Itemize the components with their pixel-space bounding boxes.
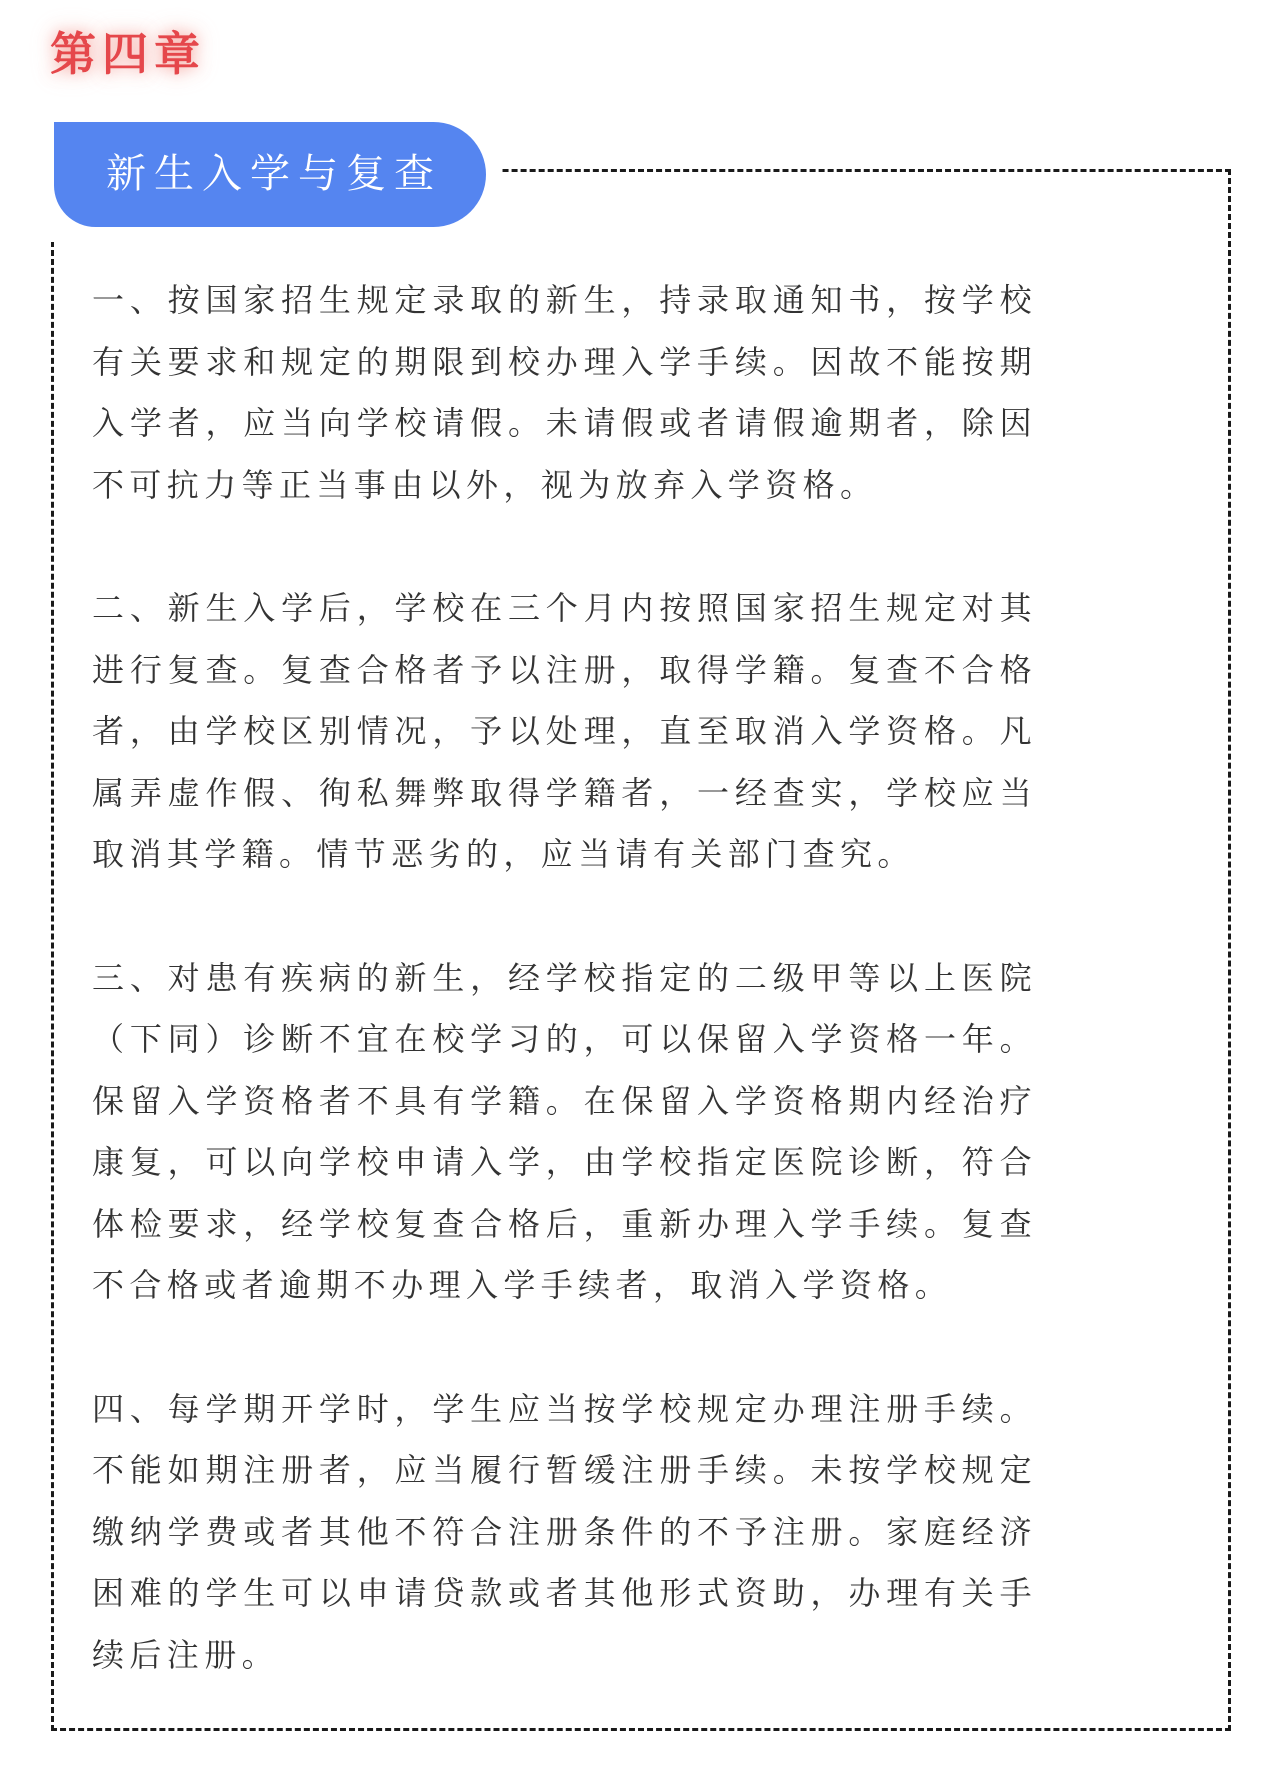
- paragraph-2: 二、新生入学后，学校在三个月内按照国家招生规定对其进行复查。复查合格者予以注册，取得学籍。复查不合格者，由学校区别情况，予以处理，直至取消入学资格。凡属弄虚作假、徇私舞弊取得学籍者，一经查实，学校应当取消其学籍。情节恶劣的，应当请有关部门查究。: [92, 589, 1037, 873]
- paragraph-4: 四、每学期开学时，学生应当按学校规定办理注册手续。不能如期注册者，应当履行暂缓注册手续。未按学校规定缴纳学费或者其他不符合注册条件的不予注册。家庭经济困难的学生可以申请贷款或者其他形式资助，办理有关手续后注册。: [92, 1389, 1037, 1674]
- paragraph-1: 一、按国家招生规定录取的新生，持录取通知书，按学校有关要求和规定的期限到校办理入学手续。因故不能按期入学者，应当向学校请假。未请假或者请假逾期者，除因不可抗力等正当事由以外，视为放弃入学资格。: [92, 281, 1037, 504]
- article-body: [92, 270, 1192, 1748]
- chapter-title: 第四章: [50, 27, 206, 81]
- section-title-pill: 新生入学与复查: [54, 122, 486, 227]
- paragraph-3: 三、对患有疾病的新生，经学校指定的二级甲等以上医院（下同）诊断不宜在校学习的，可以保留入学资格一年。保留入学资格者不具有学籍。在保留入学资格期内经治疗康复，可以向学校申请入学，由学校指定医院诊断，符合体检要求，经学校复查合格后，重新办理入学手续。复查不合格或者逾期不办理入学手续者，取消入学资格。: [92, 958, 1037, 1304]
